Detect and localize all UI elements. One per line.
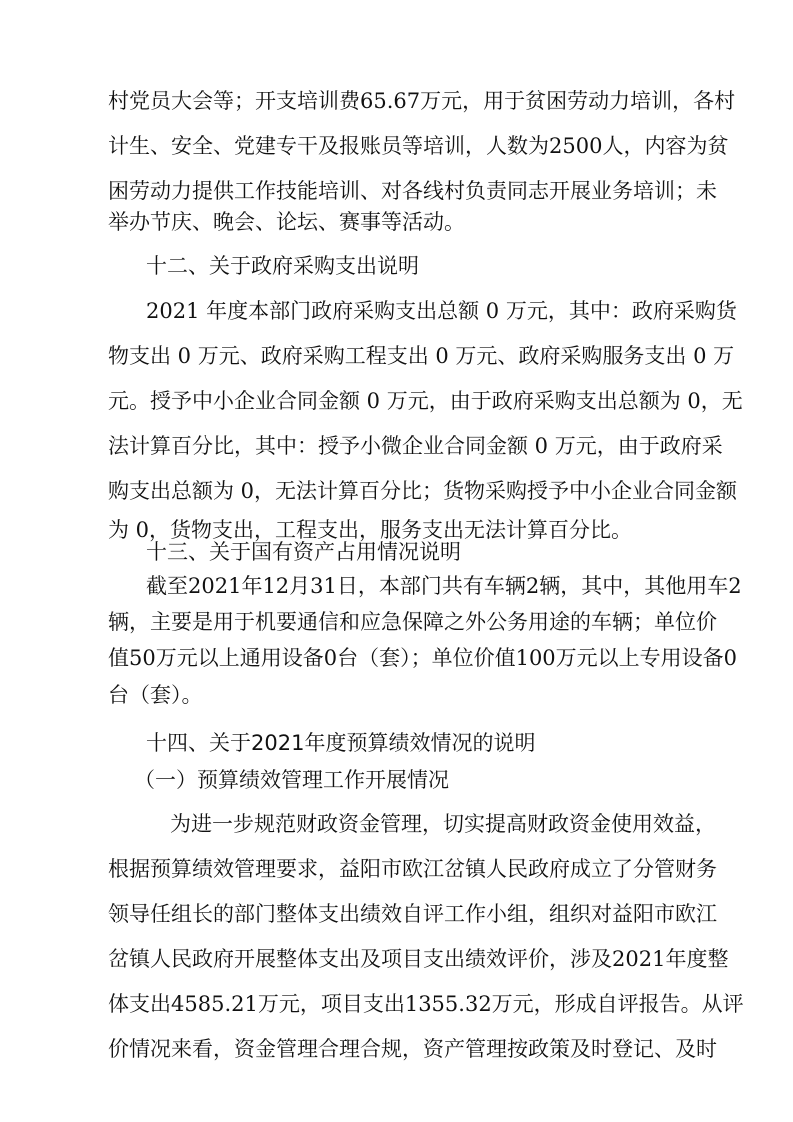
paragraph-line: 岔镇人民政府开展整体支出及项目支出绩效评价，涉及2021年度整 bbox=[108, 947, 729, 971]
paragraph-line: 截至2021年12月31日，本部门共有车辆2辆，其中，其他用车2 bbox=[146, 574, 742, 598]
section-heading-13: 十三、关于国有资产占用情况说明 bbox=[146, 540, 461, 564]
paragraph-line: 困劳动力提供工作技能培训、对各线村负责同志开展业务培训；未 bbox=[108, 179, 717, 203]
paragraph-line: 为 0，货物支出，工程支出，服务支出无法计算百分比。 bbox=[108, 518, 633, 542]
section-heading-12: 十二、关于政府采购支出说明 bbox=[146, 254, 419, 278]
paragraph-line: 领导任组长的部门整体支出绩效自评工作小组，组织对益阳市欧江 bbox=[108, 902, 717, 926]
paragraph-line: 物支出 0 万元、政府采购工程支出 0 万元、政府采购服务支出 0 万 bbox=[108, 344, 735, 368]
paragraph-line: 为进一步规范财政资金管理，切实提高财政资金使用效益， bbox=[170, 812, 716, 836]
paragraph-line: 台（套）。 bbox=[108, 683, 203, 707]
paragraph-line: 村党员大会等；开支培训费65.67万元，用于贫困劳动力培训，各村 bbox=[108, 89, 736, 113]
paragraph-line: 2021 年度本部门政府采购支出总额 0 万元，其中：政府采购货 bbox=[146, 299, 737, 323]
paragraph-line: 计生、安全、党建专干及报账员等培训，人数为2500人，内容为贫 bbox=[108, 134, 729, 158]
paragraph-line: 购支出总额为 0，无法计算百分比；货物采购授予中小企业合同金额 bbox=[108, 479, 738, 503]
paragraph-line: 元。授予中小企业合同金额 0 万元，由于政府采购支出总额为 0，无 bbox=[108, 389, 743, 413]
paragraph-line: 举办节庆、晚会、论坛、赛事等活动。 bbox=[108, 210, 465, 234]
paragraph-line: 值50万元以上通用设备0台（套）；单位价值100万元以上专用设备0 bbox=[108, 646, 738, 670]
section-heading-14: 十四、关于2021年度预算绩效情况的说明 bbox=[146, 731, 536, 755]
subsection-heading: （一）预算绩效管理工作开展情况 bbox=[134, 768, 449, 792]
paragraph-line: 价情况来看，资金管理合理合规，资产管理按政策及时登记、及时 bbox=[108, 1037, 717, 1061]
paragraph-line: 根据预算绩效管理要求，益阳市欧江岔镇人民政府成立了分管财务 bbox=[108, 857, 717, 881]
paragraph-line: 法计算百分比，其中：授予小微企业合同金额 0 万元，由于政府采 bbox=[108, 434, 723, 458]
paragraph-line: 体支出4585.21万元，项目支出1355.32万元，形成自评报告。从评 bbox=[108, 992, 744, 1016]
paragraph-line: 辆，主要是用于机要通信和应急保障之外公务用途的车辆；单位价 bbox=[108, 610, 717, 634]
